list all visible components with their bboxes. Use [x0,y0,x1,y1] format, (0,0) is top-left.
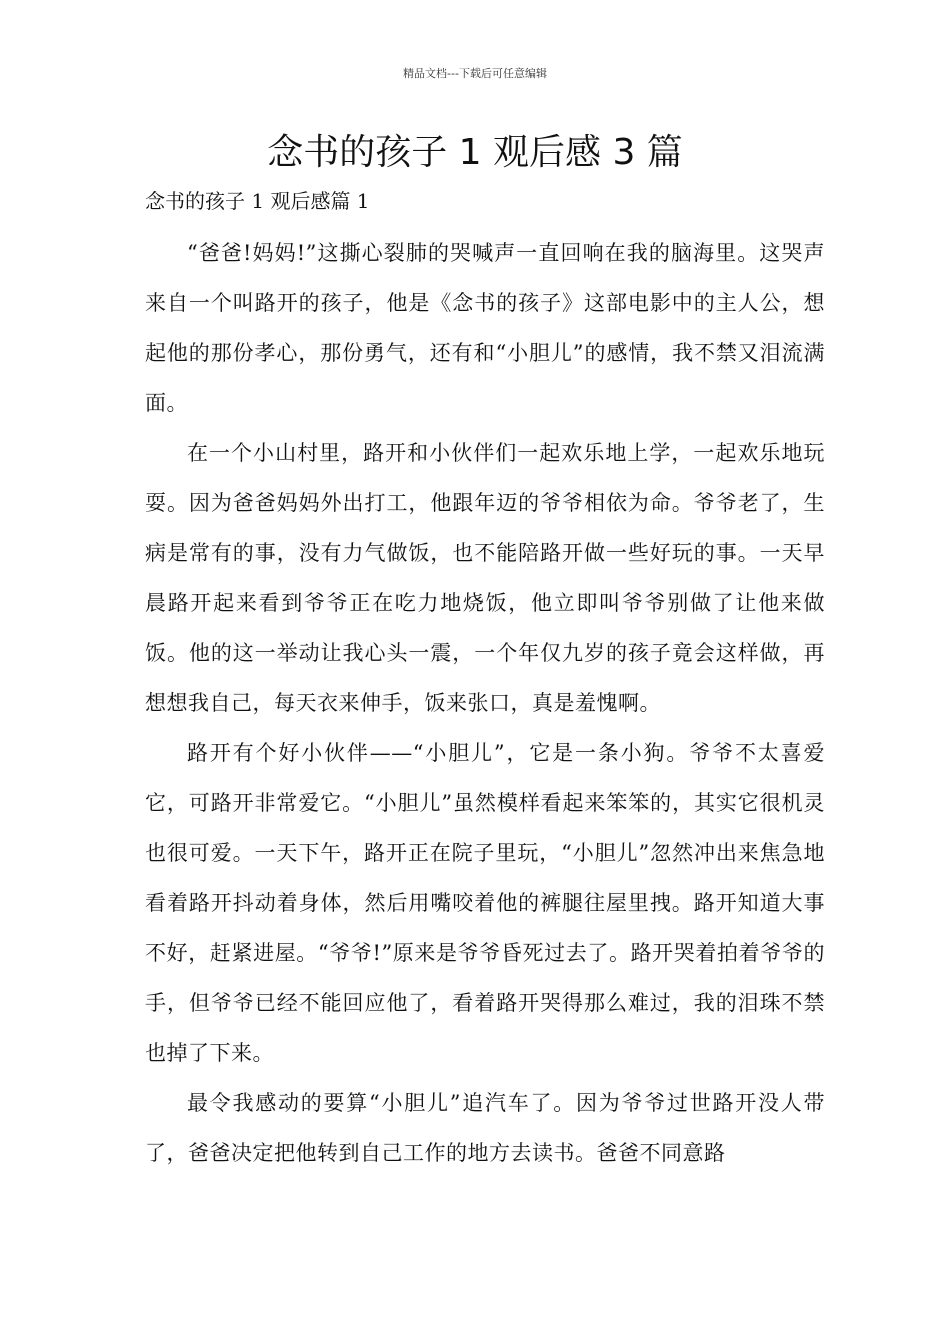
paragraph: 在一个小山村里，路开和小伙伴们一起欢乐地上学，一起欢乐地玩耍。因为爸爸妈妈外出打工，他跟年迈的爷爷相依为命。爷爷老了，生病是常有的事，没有力气做饭，也不能陪路开做一些好玩的事。一天早晨路开起来看到爷爷正在吃力地烧饭，他立即叫爷爷别做了让他来做饭。他的这一举动让我心头一震，一个年仅九岁的孩子竟会这样做，再想想我自己，每天衣来伸手，饭来张口，真是羞愧啊。 [145,441,825,715]
paragraph: 最令我感动的要算“小胆儿”追汽车了。因为爷爷过世路开没人带了，爸爸决定把他转到自己工作的地方去读书。爸爸不同意路 [145,1091,825,1165]
document-subtitle: 念书的孩子 1 观后感篇 1 [145,189,370,213]
document-body [145,228,825,1178]
paragraph: 路开有个好小伙伴——“小胆儿”，它是一条小狗。爷爷不太喜爱它，可路开非常爱它。“小胆儿”虽然模样看起来笨笨的，其实它很机灵也很可爱。一天下午，路开正在院子里玩，“小胆儿”忽然冲出来焦急地看着路开抖动着身体，然后用嘴咬着他的裤腿往屋里拽。路开知道大事不好，赶紧进屋。“爷爷!”原来是爷爷昏死过去了。路开哭着拍着爷爷的手，但爷爷已经不能回应他了，看着路开哭得那么难过，我的泪珠不禁也掉了下来。 [145,741,825,1065]
page-header: 精品文档---下载后可任意编辑 [403,67,547,80]
paragraph: “爸爸!妈妈!”这撕心裂肺的哭喊声一直回响在我的脑海里。这哭声来自一个叫路开的孩子，他是《念书的孩子》这部电影中的主人公，想起他的那份孝心，那份勇气，还有和“小胆儿”的感情，我不禁又泪流满面。 [145,241,825,415]
document-title: 念书的孩子 1 观后感 3 篇 [267,132,683,173]
